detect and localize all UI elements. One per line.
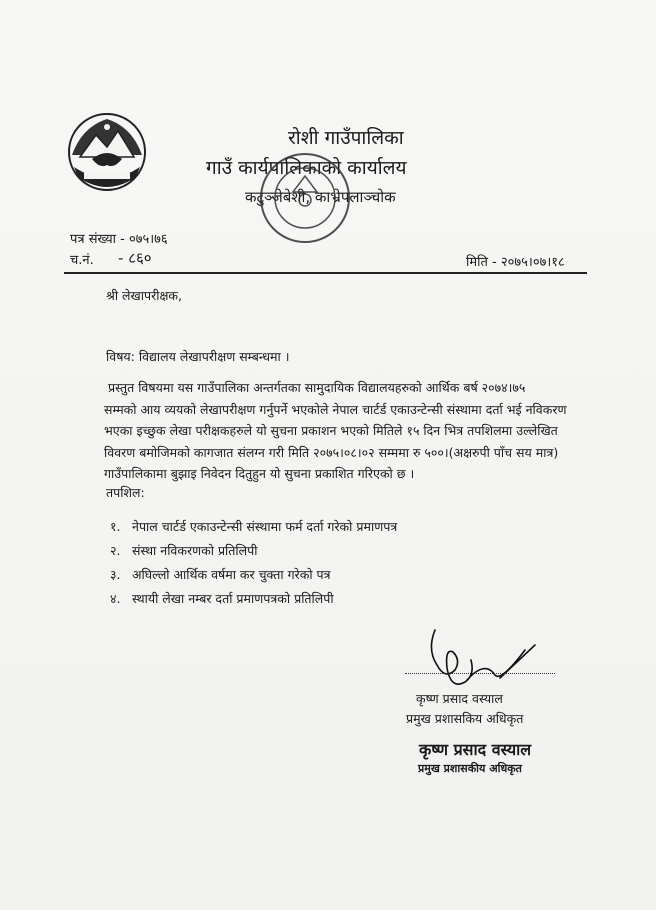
- office-round-stamp: [255, 148, 355, 248]
- office-name: गाउँ कार्यपालिकाको कार्यालय: [206, 157, 407, 179]
- letter-date: मिति - २०७५।०७।१८: [466, 255, 565, 270]
- handwritten-signature: [405, 620, 555, 700]
- list-item-number: २.: [110, 543, 121, 558]
- office-address: कटुञ्जेबेशी, काभ्रेपलाञ्चोक: [245, 188, 396, 206]
- body-line: सम्मको आय व्ययको लेखापरीक्षण गर्नुपर्ने भएकोले नेपाल चार्टर्ड एकाउन्टेन्सी संस्थामा दर्ता भई नविकरण: [104, 401, 567, 417]
- subject-line: विषय: विद्यालय लेखापरीक्षण सम्बन्धमा ।: [106, 349, 290, 364]
- list-item-number: ३.: [110, 567, 121, 582]
- signatory-title: प्रमुख प्रशासकिय अधिकृत: [406, 711, 524, 726]
- nepal-emblem-logo: [62, 107, 152, 197]
- list-item-text: अघिल्लो आर्थिक वर्षमा कर चुक्ता गरेको पत्र: [132, 567, 331, 582]
- signatory-name: कृष्ण प्रसाद वस्याल: [416, 691, 503, 706]
- list-item-text: नेपाल चार्टर्ड एकाउन्टेन्सी संस्थामा फर्म दर्ता गरेको प्रमाणपत्र: [132, 519, 398, 534]
- name-stamp: कृष्ण प्रसाद वस्याल: [419, 740, 532, 759]
- list-item: [110, 590, 334, 607]
- body-line: प्रस्तुत विषयमा यस गाउँपालिका अन्तर्गतका सामुदायिक विद्यालयहरुको आर्थिक बर्ष २०७४।७५: [108, 380, 526, 395]
- body-line: विवरण बमोजिमको कागजात संलग्न गरी मिति २०७५।०८।०२ सम्ममा रु ५००।(अक्षरुपी पाँच सय मात्र): [104, 444, 559, 460]
- list-item-text: संस्था नविकरणको प्रतिलिपी: [132, 543, 258, 558]
- list-item-number: १.: [110, 519, 121, 534]
- title-stamp: प्रमुख प्रशासकीय अधिकृत: [418, 762, 522, 775]
- tapashil-label: तपशिल:: [106, 485, 145, 500]
- addressee: श्री लेखापरीक्षक,: [106, 288, 182, 303]
- header-divider: [64, 272, 587, 274]
- municipality-name: रोशी गाउँपालिका: [288, 127, 404, 149]
- body-line: भएका इच्छुक लेखा परीक्षकहरुले यो सुचना प्रकाशन भएको मितिले १५ दिन भित्र तपशिलमा उल्लेखित: [104, 423, 558, 438]
- signature-line: [405, 673, 555, 674]
- list-item: [110, 566, 331, 583]
- body-line: गाउँपालिकामा बुझाइ निवेदन दितुहुन यो सुचना प्रकाशित गरिएको छ ।: [104, 466, 415, 481]
- list-item: [110, 542, 257, 559]
- dispatch-number-label: च.नं.: [70, 253, 94, 268]
- letter-number: पत्र संख्या - ०७५।७६: [70, 232, 168, 247]
- body-paragraph: [104, 377, 588, 485]
- list-item: [110, 518, 397, 535]
- list-item-text: स्थायी लेखा नम्बर दर्ता प्रमाणपत्रको प्रतिलिपी: [132, 591, 334, 606]
- dispatch-number-value: - ८६०: [118, 249, 152, 267]
- list-item-number: ४.: [110, 591, 121, 606]
